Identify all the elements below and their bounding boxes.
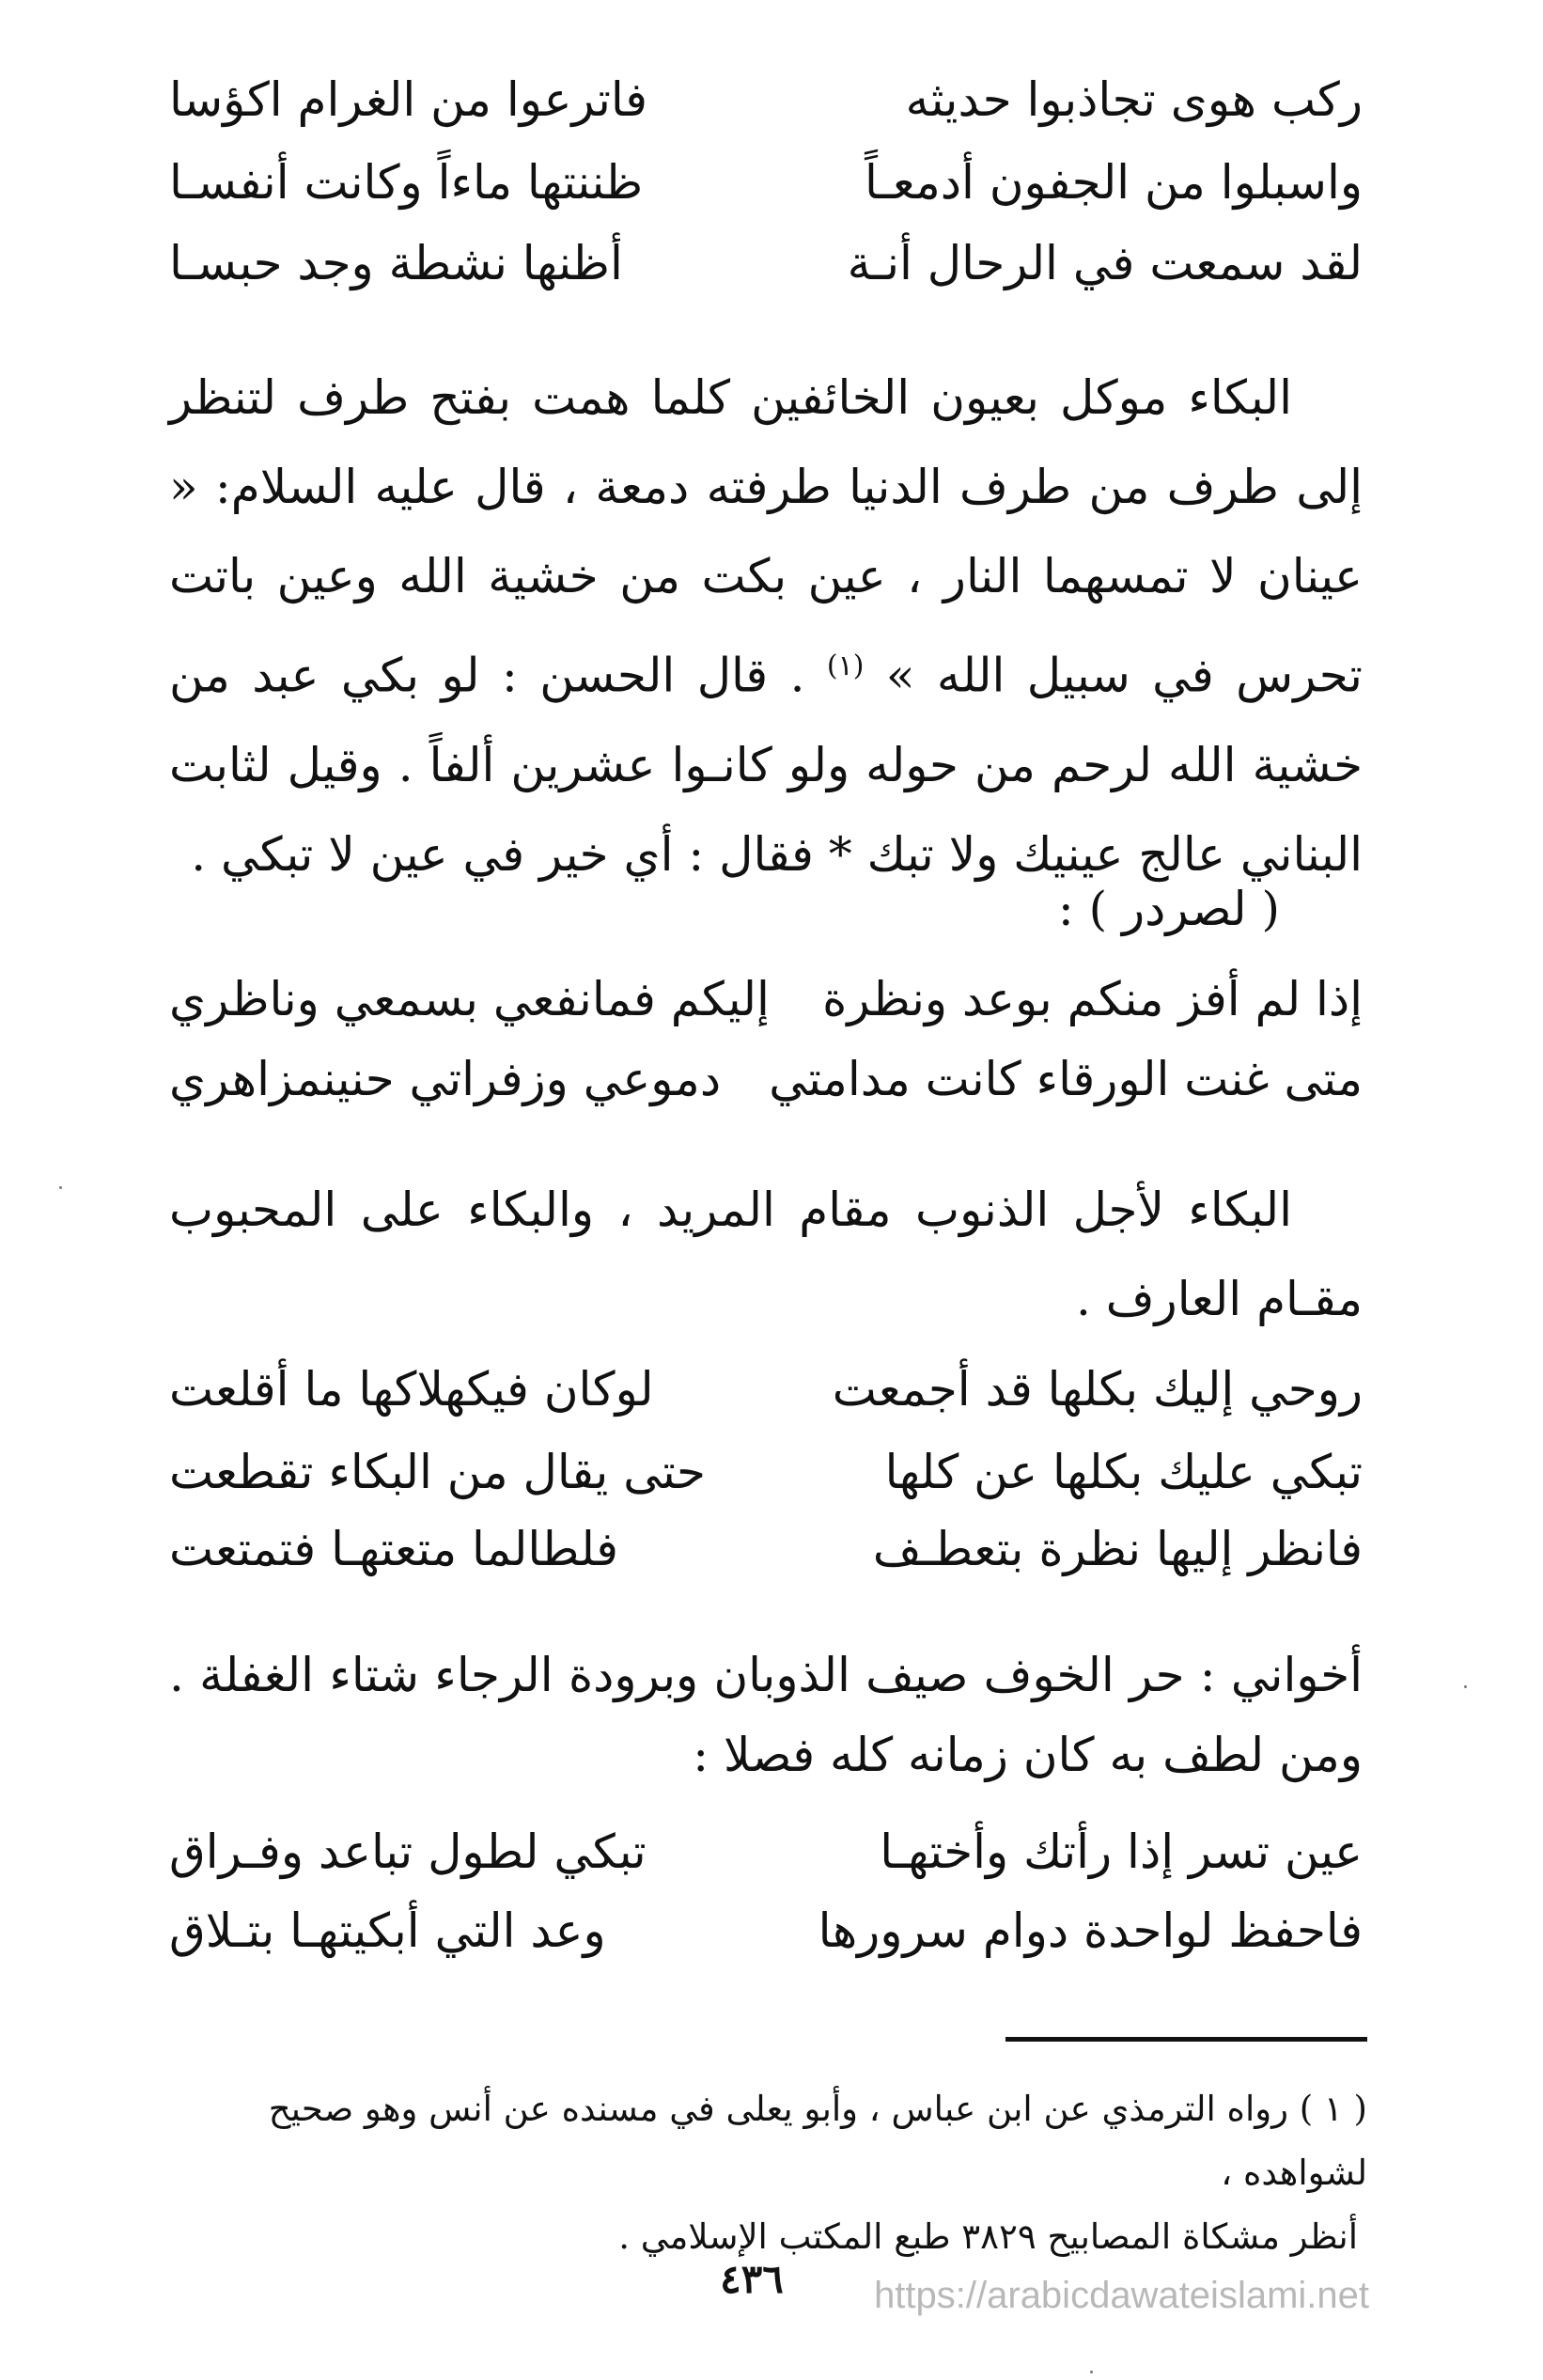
scan-speck bbox=[59, 1186, 62, 1189]
poem-3-verse-1 bbox=[169, 1344, 1363, 1434]
hemistich-first: روحي إليك بكلها قد أجمعت bbox=[832, 1362, 1363, 1417]
hemistich-first: لقد سمعت في الرحال أنـة bbox=[847, 236, 1363, 290]
hemistich-second: إليكم فمانفعي بسمعي وناظري bbox=[169, 972, 770, 1026]
scan-speck bbox=[1090, 2371, 1093, 2373]
footnote-separator bbox=[1005, 2037, 1367, 2042]
paragraph-weeping-stations: البكاء لأجل الذنوب مقام المريد ، والبكاء على المحبوب مقـام العارف . bbox=[169, 1182, 1363, 1326]
poem-2-verse-2 bbox=[169, 1034, 1363, 1124]
paragraph-text: البكاء موكل بعيون الخائفين كلما همت بفتح طرف لتنظر إلى طرف من طرف الدنيا طرفته دمعة ، قال عليه السلام: « عينان لا تمسهما النار ، عين بكت من خشية الله وعين باتت تحرس في سبيل الله » bbox=[169, 370, 1363, 703]
footnote-line-2: أنظر مشكاة المصابيح ٣٨٢٩ طبع المكتب الإسلامي . bbox=[618, 2216, 1358, 2257]
hemistich-first: متى غنت الورقاء كانت مدامتي bbox=[769, 1052, 1363, 1106]
poem-2-verse-1 bbox=[169, 954, 1363, 1044]
hemistich-second: وعد التي أبكيتهـا بتـلاق bbox=[169, 1903, 606, 1958]
hemistich-second: حتى يقال من البكاء تقطعت bbox=[169, 1445, 706, 1499]
hemistich-second: ظننتها ماءاً وكانت أنفسـا bbox=[169, 155, 644, 210]
hemistich-first: فاحفظ لواحدة دوام سرورها bbox=[818, 1903, 1363, 1958]
hemistich-first: ركب هوى تجاذبوا حديثه bbox=[905, 72, 1363, 127]
hemistich-second: دموعي وزفراتي حنينمزاهري bbox=[169, 1052, 722, 1106]
hemistich-first: عين تسر إذا رأتك وأختهـا bbox=[880, 1824, 1363, 1879]
hemistich-first: إذا لم أفز منكم بوعد ونظرة bbox=[822, 972, 1363, 1026]
poem-1-verse-2 bbox=[169, 137, 1363, 227]
hemistich-second: أظنها نشطة وجد حبسـا bbox=[169, 236, 623, 290]
poem-1-verse-3 bbox=[169, 218, 1363, 308]
hemistich-second: فلطالما متعتهـا فتمتعت bbox=[169, 1522, 619, 1576]
hemistich-second: فاترعوا من الغرام اكؤسا bbox=[169, 72, 648, 127]
hemistich-second: لوكان فيكهلاكها ما أقلعت bbox=[169, 1362, 654, 1417]
paragraph-text-continued: . قال الحسن : لو بكي عبد من خشية الله لرحم من حوله ولو كانـوا عشرين ألفاً . وقيل لثابت البناني عالج عينيك ولا تبك * فقال : أي خير في عين لا تبكي . bbox=[169, 648, 1363, 882]
poem-4-verse-1 bbox=[169, 1807, 1363, 1897]
attribution-heading: ( لصردر ) : bbox=[1057, 882, 1280, 936]
paragraph-weeping-fear bbox=[169, 353, 1363, 900]
footnote-line-1: ( ١ ) رواه الترمذي عن ابن عباس ، وأبو يعلى في مسنده عن أنس وهو صحيح لشواهده ، bbox=[268, 2089, 1367, 2193]
poem-1-verse-1 bbox=[169, 55, 1363, 145]
poem-4-verse-2 bbox=[169, 1886, 1363, 1976]
scan-speck bbox=[1464, 1685, 1467, 1688]
footnote-marker: (١) bbox=[826, 650, 865, 682]
watermark-url: https://arabicdawateislami.net bbox=[874, 2275, 1369, 2316]
hemistich-first: تبكي عليك بكلها عن كلها bbox=[884, 1445, 1363, 1499]
footnote bbox=[169, 2077, 1367, 2269]
paragraph-brothers: أخواني : حر الخوف صيف الذوبان وبرودة الرجاء شتاء الغفلة . ومن لطف به كان زمانه كله فصلا : bbox=[169, 1648, 1363, 1782]
poem-3-verse-3 bbox=[169, 1504, 1363, 1594]
hemistich-second: تبكي لطول تباعد وفـراق bbox=[169, 1824, 647, 1879]
hemistich-first: فانظر إليها نظرة بتعطـف bbox=[872, 1522, 1363, 1576]
hemistich-first: واسبلوا من الجفون أدمعـاً bbox=[864, 155, 1363, 210]
page-number: ٤٣٦ bbox=[720, 2256, 784, 2302]
